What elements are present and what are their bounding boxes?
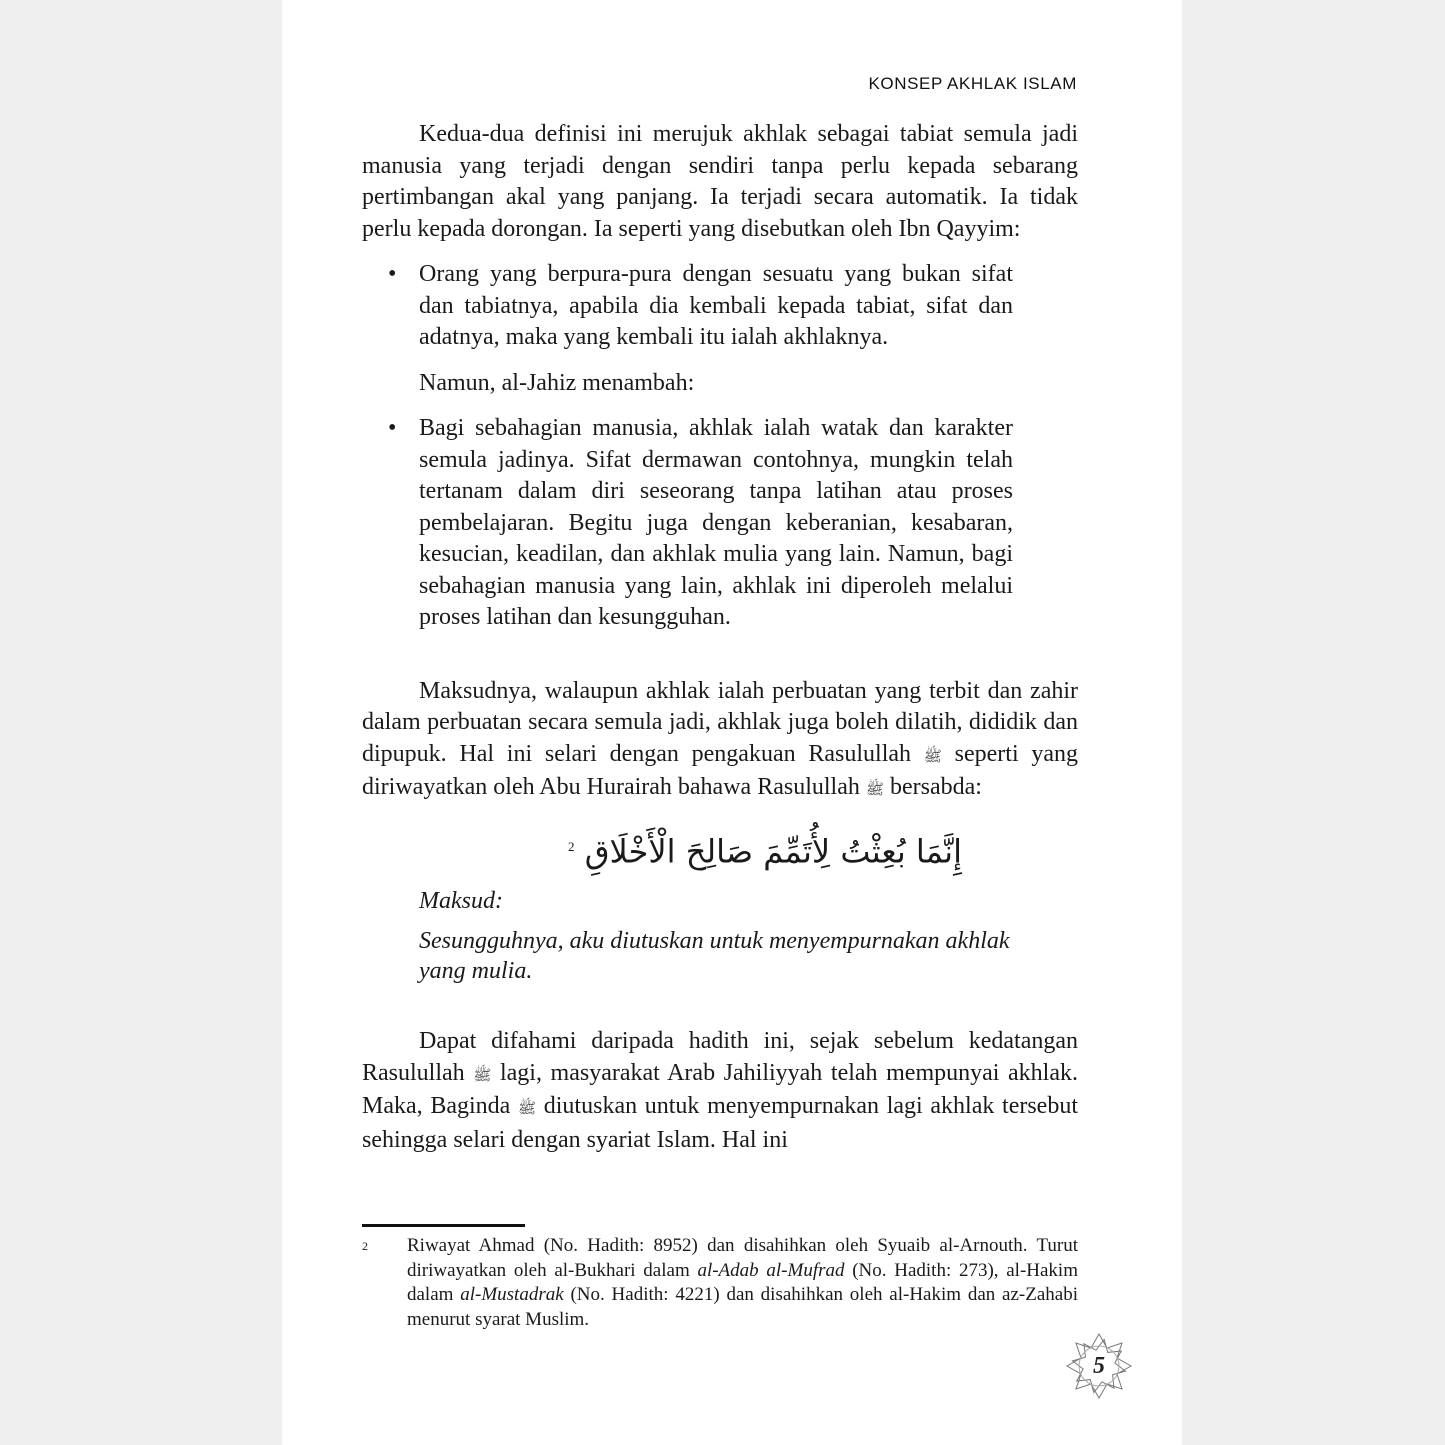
paragraph-3-part-2: lagi, masyarakat Arab Jahiliyyah telah mempunyai akhlak. Maka, Baginda — [362, 1059, 1078, 1120]
honorific-icon: ﷺ — [473, 1065, 492, 1084]
arabic-hadith-text: إِنَّمَا بُعِثْتُ لِأُتَمِّمَ صَالِحَ الْأَخْلَاقِ — [584, 832, 962, 871]
honorific-icon: ﷺ — [517, 1099, 537, 1118]
footnote-rule — [362, 1224, 525, 1227]
book-page — [282, 0, 1182, 1445]
honorific-icon: ﷺ — [865, 780, 884, 798]
bullet-icon: • — [388, 261, 397, 287]
namun-line: Namun, al-Jahiz menambah: — [419, 369, 695, 396]
running-head: KONSEP AKHLAK ISLAM — [868, 74, 1077, 93]
paragraph-2-part-2: seperti yang diriwayatkan oleh Abu Hurairah bahawa Rasulullah — [362, 740, 1079, 800]
paragraph-2-part-1: Maksudnya, walaupun akhlak ialah perbuatan yang terbit dan zahir dalam perbuatan secara semula jadi, akhlak juga boleh dilatih, dididik dan dipupuk. Hal ini selari dengan pengakuan Rasulullah — [362, 677, 1078, 767]
paragraph-3 — [362, 1026, 1078, 1156]
book-title-mustadrak: al-Mustadrak — [460, 1284, 564, 1305]
footnote-number: 2 — [362, 1239, 368, 1253]
body-text — [362, 119, 1078, 1156]
maksud-text: Sesungguhnya, aku diutuskan untuk menyempurnakan akhlak yang mulia. — [419, 928, 1010, 985]
bullet-text-2: Bagi sebahagian manusia, akhlak ialah watak dan karakter semula jadinya. Sifat dermawan contohnya, mungkin telah tertanam dalam diri seseorang tanpa latihan atau proses pembelajaran. Begitu juga dengan keberanian, kesabaran, kesucian, keadilan, dan akhlak mulia yang lain. Namun, bagi sebahagian manusia yang lain, akhlak ini diperoleh melalui proses latihan dan kesungguhan. — [419, 415, 1013, 630]
bullet-item-2 — [388, 413, 1013, 634]
page-number: 5 — [1093, 1353, 1105, 1379]
paragraph-3-part-3: diutuskan untuk menyempurnakan lagi akhlak tersebut sehingga selari dengan syariat Islam. Hal ini — [362, 1093, 1078, 1153]
footnote-reference: 2 — [568, 838, 575, 854]
maksud-label: Maksud: — [419, 888, 503, 915]
footnote-text: Riwayat Ahmad (No. Hadith: 8952) dan disahihkan oleh Syuaib al-Arnouth. Turut diriwayatkan oleh al-Bukhari dalam al-Adab al-Mufrad (No. Hadith: 273), al-Hakim dalam al-Mustadrak (No. Hadith: 4221) dan disahihkan oleh al-Hakim dan az-Zahabi menurut syarat Muslim. — [407, 1235, 1079, 1330]
paragraph-2-part-3: bersabda: — [889, 774, 982, 800]
book-title-adab: al-Adab al-Mufrad — [697, 1259, 845, 1281]
bullet-icon: • — [388, 415, 397, 441]
paragraph-1: Kedua-dua definisi ini merujuk akhlak sebagai tabiat semula jadi manusia yang terjadi dengan sendiri tanpa perlu kepada sebarang pertimbangan akal yang panjang. Ia terjadi secara automatik. Ia tidak perlu kepada dorongan. Ia seperti yang disebutkan oleh Ibn Qayyim: — [362, 121, 1078, 242]
footnote — [362, 1234, 1078, 1332]
paragraph-2 — [362, 676, 1078, 806]
honorific-icon: ﷺ — [923, 746, 942, 765]
arabic-hadith — [362, 820, 1078, 879]
page-number-badge — [1064, 1331, 1134, 1401]
bullet-text-1: Orang yang berpura-pura dengan sesuatu yang bukan sifat dan tabiatnya, apabila dia kembali kepada tabiat, sifat dan adatnya, maka yang kembali itu ialah akhlaknya. — [419, 261, 1013, 350]
bullet-item-1 — [388, 259, 1013, 354]
paragraph-3-part-1: Dapat difahami daripada hadith ini, sejak sebelum kedatangan Rasulullah — [362, 1028, 1078, 1086]
maksud-block — [419, 886, 1023, 986]
